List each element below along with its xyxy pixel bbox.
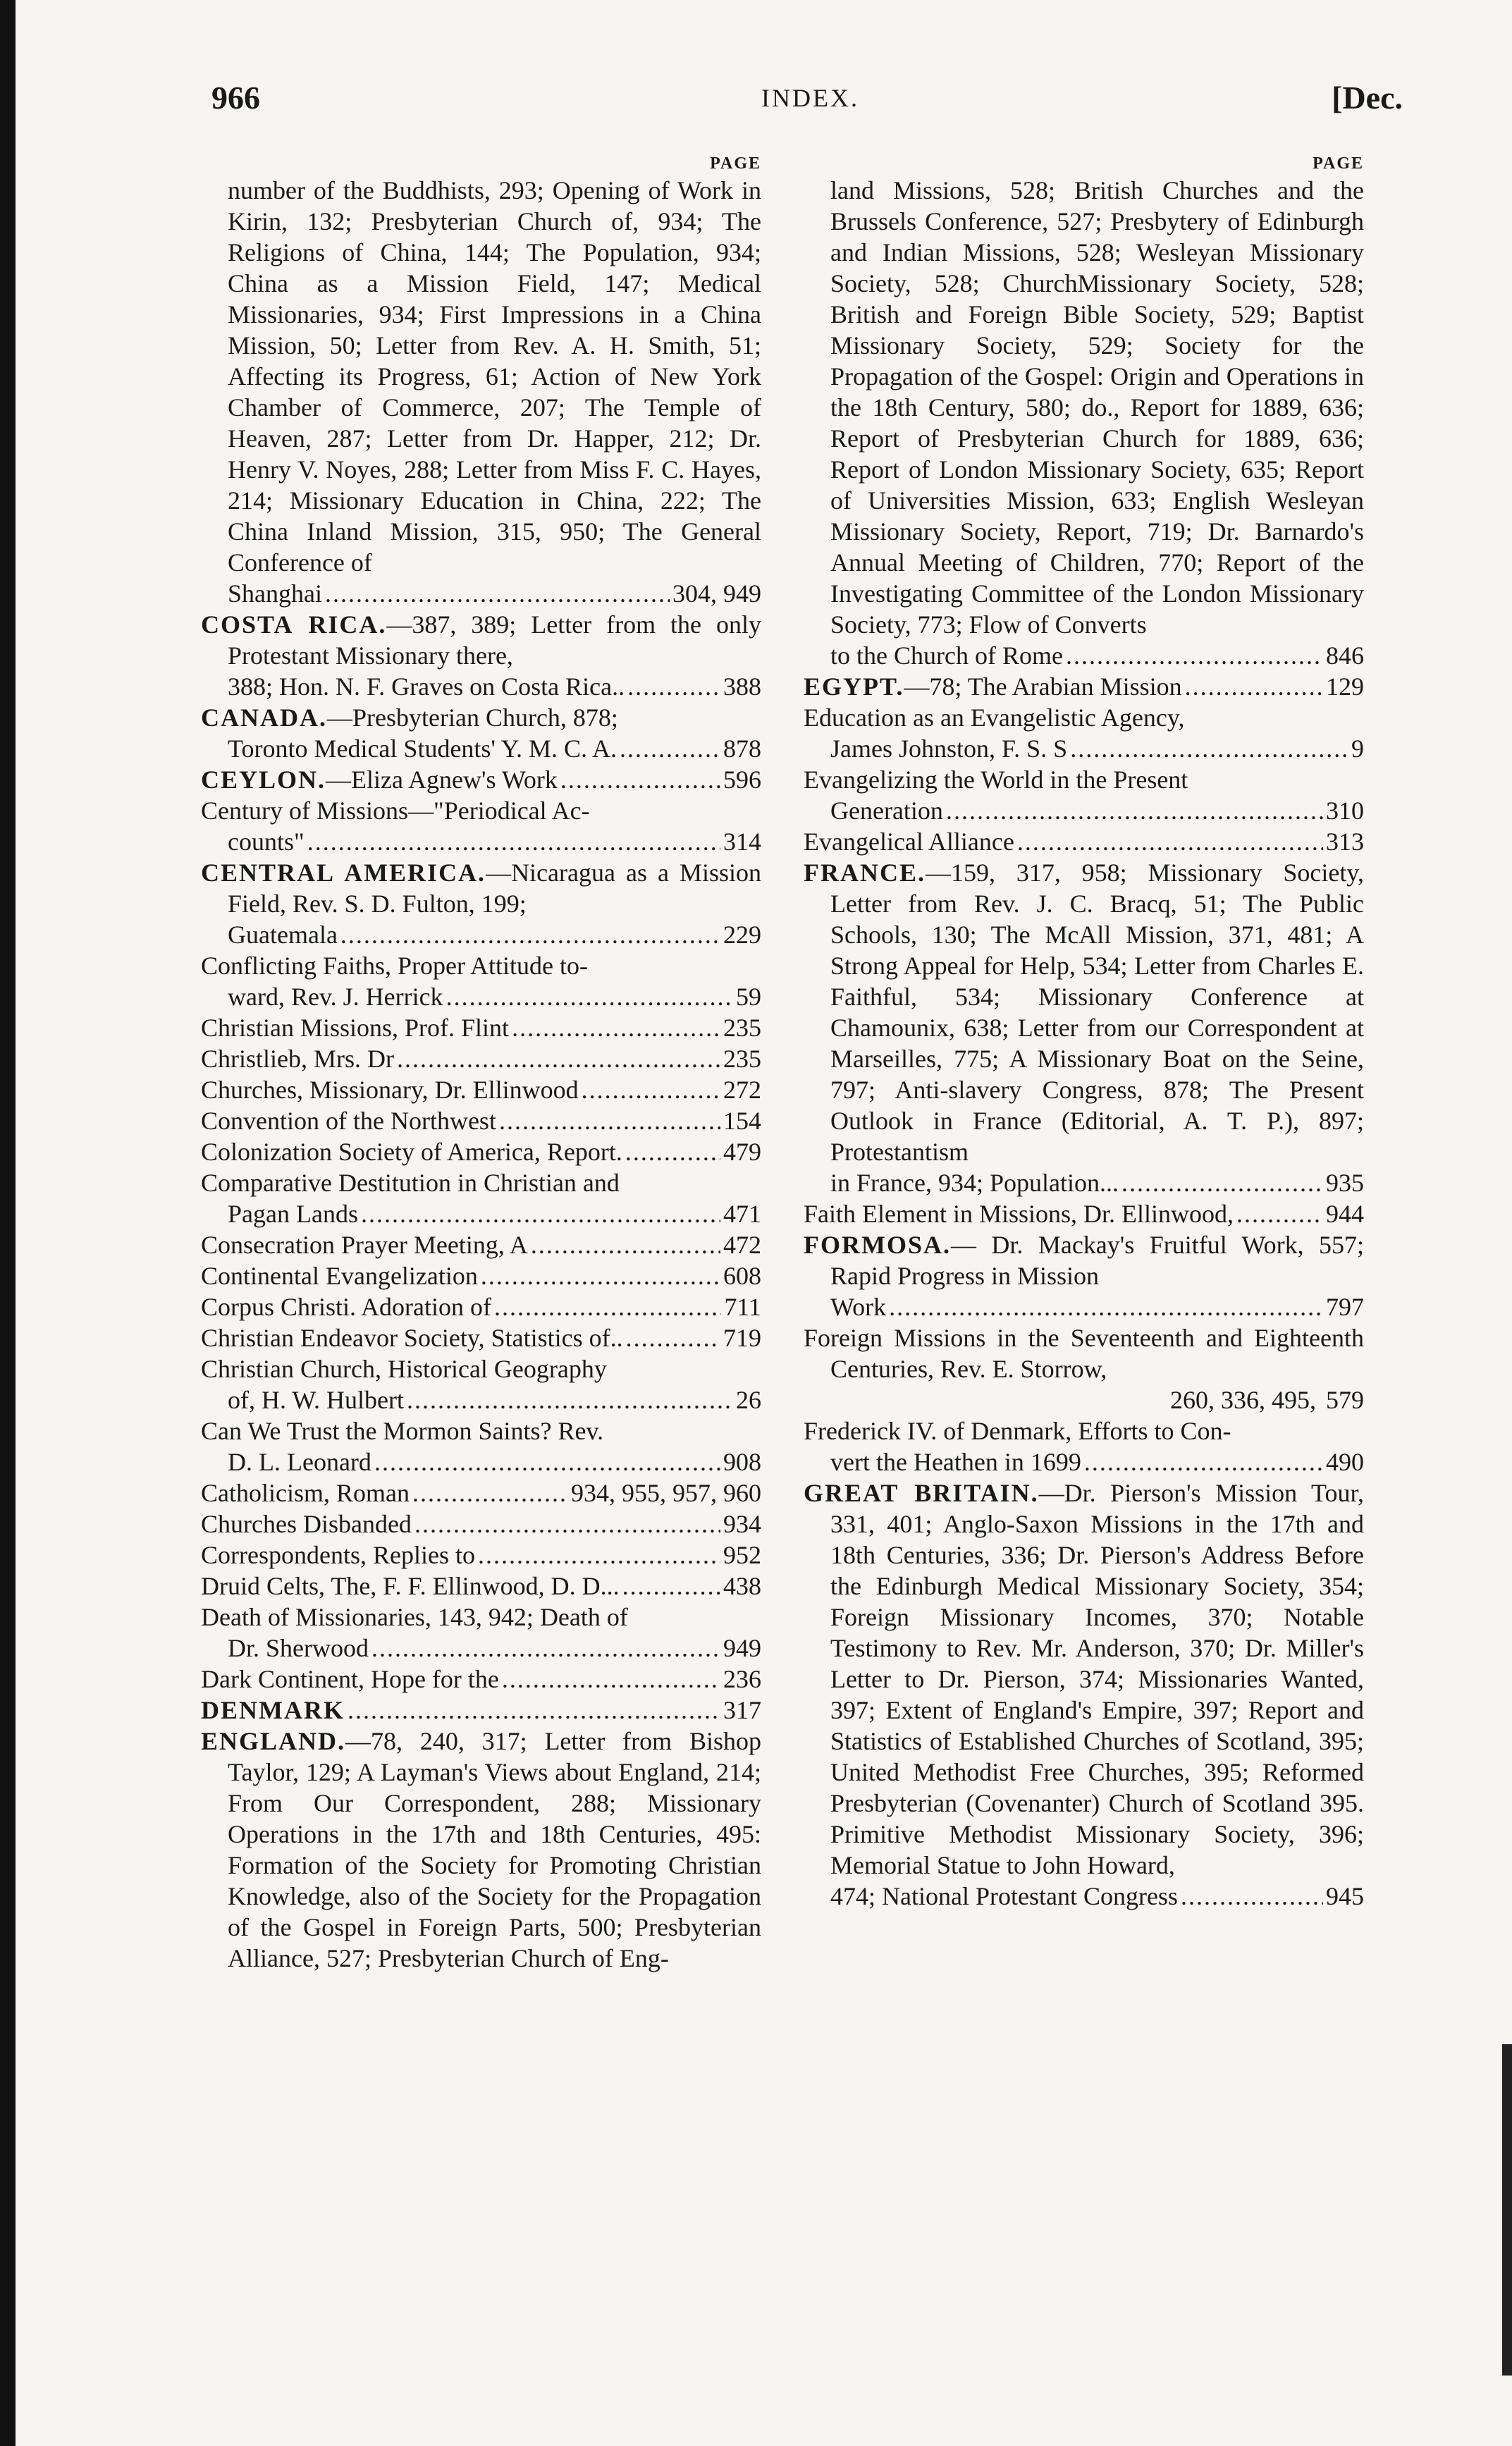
index-entry-page: 952 bbox=[723, 1541, 761, 1569]
index-entry bbox=[201, 1043, 761, 1074]
index-entry bbox=[201, 1074, 761, 1105]
index-entry-title: Druid Celts, The, F. F. Ellinwood, D. D... bbox=[201, 1572, 620, 1600]
leader-dots bbox=[397, 1043, 720, 1074]
column-page-label: PAGE bbox=[710, 154, 761, 173]
index-entry-title: Christian Missions, Prof. Flint bbox=[201, 1014, 510, 1042]
index-entry-page: 934 bbox=[723, 1510, 761, 1538]
index-entry-england-continued: land Missions, 528; British Churches and the Brussels Conference, 527; Presbytery of Edinburgh and Indian Missions, 528; Wesleyan Missionary Society, 528; ChurchMissionary Society, 528; British and Foreign Bible Society, 529; Baptist Missionary Society, 529; Society for the Propagation of the Gospel: Origin and Operations in the 18th Century, 580; do., Report for 1889, 636; Report of Presbyterian Church for 1889, 636; Report of London Missionary Society, 635; Report of Universities Mission, 633; English Wesleyan Missionary Society, Report, 719; Dr. Barnardo's Annual Meeting of Children, 770; Report of the Investigating Committee of the London Missionary Society, 773; Flow of Converts bbox=[830, 176, 1364, 639]
leader-dots bbox=[582, 1074, 720, 1105]
leader-dots bbox=[325, 578, 670, 609]
leader-dots bbox=[499, 1105, 720, 1136]
leader-dots bbox=[478, 1539, 720, 1571]
index-entry-mormon: Can We Trust the Mormon Saints? Rev. bbox=[201, 1417, 604, 1445]
leader-dots bbox=[626, 1322, 720, 1353]
index-entry-page: 608 bbox=[723, 1262, 761, 1290]
index-column-left bbox=[201, 154, 761, 1974]
index-entry-canada: CANADA.—Presbyterian Church, 878; bbox=[201, 703, 618, 732]
index-entry-france-last: in France, 934; Population... ..... 935 bbox=[804, 1167, 1364, 1198]
index-entry-costa-rica: COSTA RICA.—387, 389; Letter from the only Protestant Missionary there, bbox=[201, 610, 761, 670]
index-entry-foreign-missions-last: 260, 336, 495, 579 bbox=[1170, 1386, 1364, 1414]
index-entries-group-2 bbox=[201, 1229, 761, 1353]
index-entry-comparative-last: Pagan Lands ..... 471 bbox=[201, 1198, 761, 1229]
index-entries-group-3 bbox=[201, 1508, 761, 1602]
index-entry-title: Correspondents, Replies to bbox=[201, 1541, 475, 1569]
leader-dots bbox=[494, 1291, 721, 1322]
index-entry-century-last: counts" ..... 314 bbox=[201, 826, 761, 857]
index-entry-evangelizing-last: Generation ..... 310 bbox=[804, 795, 1364, 826]
index-entry-title: Christian Endeavor Society, Statistics of.. bbox=[201, 1324, 623, 1352]
index-entry-faith-element: Faith Element in Missions, Dr. Ellinwood, ..... 944 bbox=[804, 1198, 1364, 1229]
index-entry-title: Corpus Christi. Adoration of bbox=[201, 1293, 491, 1321]
index-entry-title: Colonization Society of America, Report. bbox=[201, 1138, 622, 1166]
index-entry-evangelizing: Evangelizing the World in the Present bbox=[804, 766, 1188, 794]
index-entry-page: 472 bbox=[723, 1231, 761, 1259]
index-entry-central-america: CENTRAL AMERICA.—Nicaragua as a Mission Field, Rev. S. D. Fulton, 199; bbox=[201, 859, 761, 918]
index-entry bbox=[201, 1539, 761, 1571]
index-entry-evangelical-alliance: Evangelical Alliance ..... 313 bbox=[804, 826, 1364, 857]
index-entry-geography-last: of, H. W. Hulbert ..... 26 bbox=[201, 1384, 761, 1415]
index-entry-egypt: EGYPT.—78; The Arabian Mission ..... 129 bbox=[804, 671, 1364, 702]
index-entry-frederick-last: vert the Heathen in 1699 ..... 490 bbox=[804, 1446, 1364, 1477]
index-entry bbox=[201, 1571, 761, 1602]
index-entry-page: 719 bbox=[723, 1324, 761, 1352]
index-entry-title: Consecration Prayer Meeting, A bbox=[201, 1231, 528, 1259]
index-entry bbox=[201, 1260, 761, 1291]
index-entry-comparative: Comparative Destitution in Christian and bbox=[201, 1169, 620, 1197]
page-title: INDEX. bbox=[761, 84, 859, 112]
index-entry-page: 438 bbox=[723, 1572, 761, 1600]
index-entry-mormon-last: D. L. Leonard ..... 908 bbox=[201, 1446, 761, 1477]
leader-dots bbox=[531, 1229, 720, 1260]
index-entry-title: Churches Disbanded bbox=[201, 1510, 412, 1538]
index-entry-century: Century of Missions—"Periodical Ac- bbox=[201, 797, 590, 825]
index-entry-china-last: Shanghai ..... 304, 949 bbox=[201, 578, 761, 609]
index-entry-education: Education as an Evangelistic Agency, bbox=[804, 703, 1185, 732]
index-entry-dark-continent: Dark Continent, Hope for the ..... 236 bbox=[201, 1664, 761, 1695]
column-page-label: PAGE bbox=[1313, 154, 1364, 173]
index-entry-costa-rica-last: 388; Hon. N. F. Graves on Costa Rica.. ..... 388 bbox=[201, 671, 761, 702]
index-entry-page: 711 bbox=[724, 1293, 761, 1321]
index-entry-france: FRANCE.—159, 317, 958; Missionary Society, Letter from Rev. J. C. Bracq, 51; The Public Schools, 130; The McAll Mission, 371, 481; A Strong Appeal for Help, 534; Letter from Charles E. Faithful, 534; Missionary Conference at Chamounix, 638; Letter from our Correspondent at Marseilles, 775; A Missionary Boat on the Seine, 797; Anti-slavery Congress, 878; The Present Outlook in France (Editorial, A. T. P.), 897; Protestantism bbox=[804, 859, 1364, 1166]
index-entry-title: Convention of the Northwest bbox=[201, 1107, 496, 1135]
index-column-right bbox=[804, 154, 1364, 1912]
index-entry-title: Churches, Missionary, Dr. Ellinwood bbox=[201, 1076, 579, 1104]
index-entry-england: ENGLAND.—78, 240, 317; Letter from Bishop Taylor, 129; A Layman's Views about England, 214; From Our Correspondent, 288; Missionary Operations in the 17th and 18th Centuries, 495: Formation of the Society for Promoting Christian Knowledge, also of the Society for the Propagation of the Gospel in Foreign Parts, 500; Presbyterian Alliance, 527; Presbyterian Church of Eng- bbox=[201, 1727, 761, 1972]
index-entry-page: 479 bbox=[723, 1138, 761, 1166]
index-entry bbox=[201, 1012, 761, 1043]
page-edge-shadow-right bbox=[1502, 2044, 1512, 2376]
index-entry-geography: Christian Church, Historical Geography bbox=[201, 1355, 607, 1383]
index-entry-canada-last: Toronto Medical Students' Y. M. C. A. ..... 878 bbox=[201, 733, 761, 764]
page-edge-shadow bbox=[0, 0, 16, 2446]
index-entry-denmark: DENMARK ..... 317 bbox=[201, 1695, 761, 1726]
index-entry-ceylon: CEYLON.—Eliza Agnew's Work ..... 596 bbox=[201, 764, 761, 795]
index-entry-central-america-last: Guatemala ..... 229 bbox=[201, 919, 761, 950]
index-entry-death: Death of Missionaries, 143, 942; Death of bbox=[201, 1603, 628, 1631]
index-entry-education-last: James Johnston, F. S. S ..... 9 bbox=[804, 733, 1364, 764]
leader-dots bbox=[625, 1136, 720, 1167]
index-entry bbox=[201, 1508, 761, 1539]
index-entry-formosa-last: Work ..... 797 bbox=[804, 1291, 1364, 1322]
index-entry-china-continued: number of the Buddhists, 293; Opening of Work in Kirin, 132; Presbyterian Church of, 934; The Religions of China, 144; The Population, 934; China as a Mission Field, 147; Medical Missionaries, 934; First Impressions in a China Mission, 50; Letter from Rev. A. H. Smith, 51; Affecting its Progress, 61; Action of New York Chamber of Commerce, 207; The Temple of Heaven, 287; Letter from Dr. Happer, 212; Dr. Henry V. Noyes, 288; Letter from Miss F. C. Hayes, 214; Missionary Education in China, 222; The China Inland Mission, 315, 950; The General Conference of bbox=[228, 176, 761, 577]
index-entry-frederick: Frederick IV. of Denmark, Efforts to Con- bbox=[804, 1417, 1231, 1445]
index-entry-great-britain: GREAT BRITAIN.—Dr. Pierson's Mission Tour, 331, 401; Anglo-Saxon Missions in the 17th and 18th Centuries, 336; Dr. Pierson's Address Before the Edinburgh Medical Missionary Society, 354; Foreign Missionary Incomes, 370; Notable Testimony to Rev. Mr. Anderson, 370; Dr. Miller's Letter to Dr. Pierson, 374; Missionaries Wanted, 397; Extent of England's Empire, 397; Report and Statistics of Established Churches of Scotland, 395; United Methodist Free Churches, 395; Reformed Presbyterian (Covenanter) Church of Scotland 395. Primitive Methodist Missionary Society, 396; Memorial Statue to John Howard, bbox=[804, 1479, 1364, 1879]
page-header bbox=[211, 79, 1410, 121]
index-entry-page: 272 bbox=[723, 1076, 761, 1104]
leader-dots bbox=[622, 1571, 720, 1602]
index-entry-foreign-missions: Foreign Missions in the Seventeenth and Eighteenth Centuries, Rev. E. Storrow, bbox=[804, 1324, 1364, 1383]
index-entry bbox=[201, 1322, 761, 1353]
index-entry-page: 154 bbox=[723, 1107, 761, 1135]
index-entry-death-last: Dr. Sherwood ..... 949 bbox=[201, 1633, 761, 1664]
index-entry bbox=[201, 1229, 761, 1260]
index-entry bbox=[201, 1105, 761, 1136]
index-entry-title: Continental Evangelization bbox=[201, 1262, 478, 1290]
index-entries-group-1 bbox=[201, 1012, 761, 1167]
index-entry-england-last: to the Church of Rome ..... 846 bbox=[804, 640, 1364, 671]
index-entry-page: 235 bbox=[723, 1014, 761, 1042]
index-entry-page: 235 bbox=[723, 1045, 761, 1073]
index-entry-catholicism: Catholicism, Roman ..... 934, 955, 957, 960 bbox=[201, 1477, 761, 1508]
index-entry-title: Christlieb, Mrs. Dr bbox=[201, 1045, 394, 1073]
leader-dots bbox=[414, 1508, 720, 1539]
leader-dots bbox=[512, 1012, 720, 1043]
index-entry bbox=[201, 1136, 761, 1167]
index-entry-conflicting: Conflicting Faiths, Proper Attitude to- bbox=[201, 952, 588, 980]
leader-dots bbox=[481, 1260, 720, 1291]
index-entry bbox=[201, 1291, 761, 1322]
page-number: 966 bbox=[211, 80, 260, 116]
index-entry-great-britain-last: 474; National Protestant Congress ..... 945 bbox=[804, 1881, 1364, 1912]
index-entry-conflicting-last: ward, Rev. J. Herrick ..... 59 bbox=[201, 981, 761, 1012]
index-entry-formosa: FORMOSA.— Dr. Mackay's Fruitful Work, 557; Rapid Progress in Mission bbox=[804, 1231, 1364, 1290]
running-head-date: [Dec. bbox=[1332, 80, 1403, 116]
